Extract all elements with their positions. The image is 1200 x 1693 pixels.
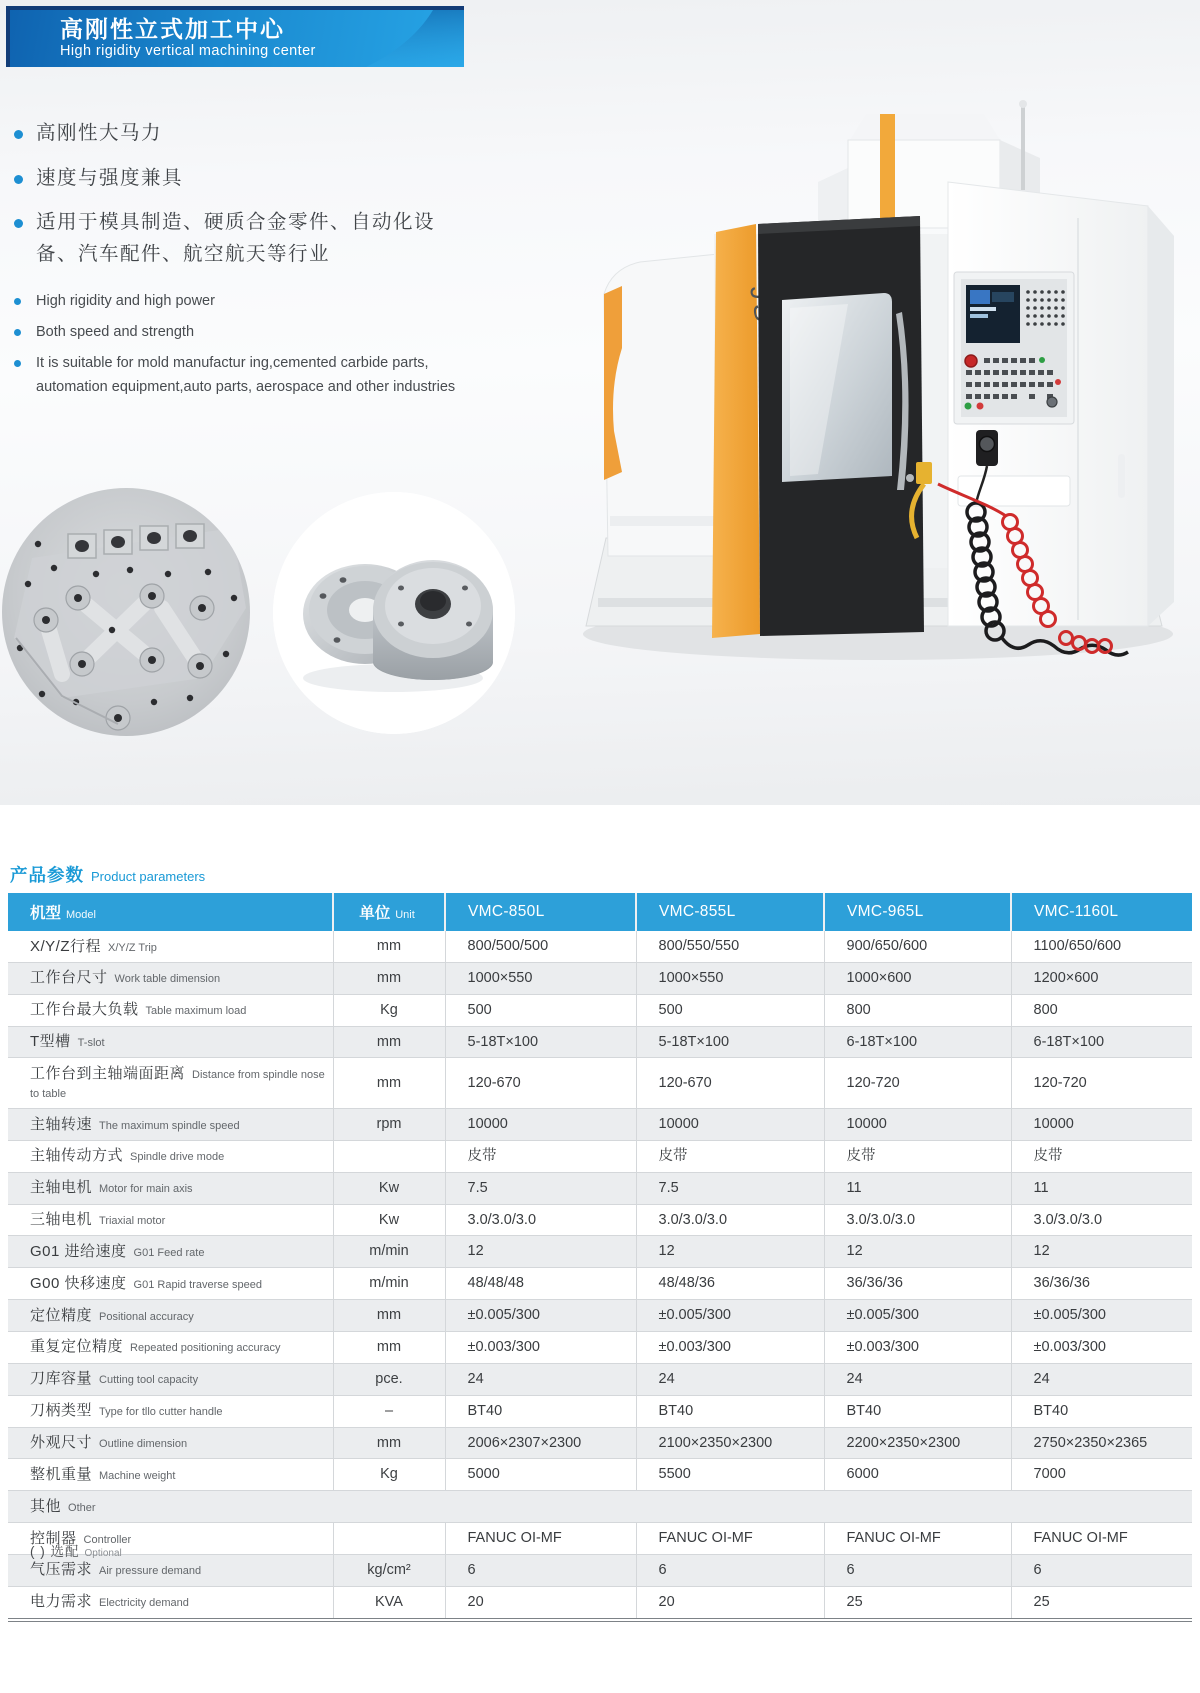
spec-label: G00 快移速度 G01 Rapid traverse speed [8,1268,333,1300]
spec-unit: mm [333,931,445,962]
spec-value: 6000 [824,1459,1011,1491]
spec-value: ±0.003/300 [636,1331,824,1363]
table-row [8,1236,1192,1268]
spec-value: 7.5 [445,1172,636,1204]
spec-value: 900/650/600 [824,931,1011,962]
spec-value: 1000×550 [445,962,636,994]
spec-value: 25 [1011,1586,1192,1617]
footnote [30,1540,122,1561]
spec-label: 刀库容量 Cutting tool capacity [8,1363,333,1395]
table-row [8,1204,1192,1236]
spec-value: 2100×2350×2300 [636,1427,824,1459]
spec-label: 外观尺寸 Outline dimension [8,1427,333,1459]
spec-table [8,893,1192,1618]
spec-value: 10000 [824,1109,1011,1141]
table-row [8,994,1192,1026]
table-row [8,1554,1192,1586]
spec-value: 6 [1011,1554,1192,1586]
spec-value: BT40 [445,1395,636,1427]
spec-value: 20 [445,1586,636,1617]
spec-label: 工作台尺寸 Work table dimension [8,962,333,994]
section-title-cn: 产品参数 [10,865,84,885]
spec-value: 24 [636,1363,824,1395]
spec-value: 1000×600 [824,962,1011,994]
spec-value: ±0.005/300 [824,1300,1011,1332]
table-row [8,1140,1192,1172]
spec-value: 皮带 [824,1140,1011,1172]
spec-value: ±0.003/300 [445,1331,636,1363]
spec-value: FANUC OI-MF [636,1523,824,1555]
banner-body [10,10,464,67]
bullet-icon [14,329,21,336]
spec-value: 20 [636,1586,824,1617]
spec-label: 其他 Other [8,1491,1192,1523]
spec-value: 6 [445,1554,636,1586]
spec-value: 2750×2350×2365 [1011,1427,1192,1459]
table-header-row [8,893,1192,931]
spec-value: 12 [824,1236,1011,1268]
spec-label: 工作台到主轴端面距离 Distance from spindle nose to table [8,1058,333,1109]
spec-value: 12 [445,1236,636,1268]
section-heading [10,862,205,887]
spec-value: 24 [824,1363,1011,1395]
spec-unit: mm [333,1427,445,1459]
spec-value: 3.0/3.0/3.0 [824,1204,1011,1236]
spec-value: 3.0/3.0/3.0 [445,1204,636,1236]
spec-value: 120-720 [1011,1058,1192,1109]
table-row [8,1268,1192,1300]
spec-unit: KVA [333,1586,445,1617]
feature-list-en [12,290,460,407]
sample-part-image-1 [2,488,250,736]
table-row [8,1026,1192,1058]
spec-label: 控制器 Controller [8,1523,333,1555]
spec-value: FANUC OI-MF [1011,1523,1192,1555]
spec-value: 10000 [445,1109,636,1141]
spec-value: 12 [1011,1236,1192,1268]
spec-unit: m/min [333,1236,445,1268]
spec-label: X/Y/Z行程 X/Y/Z Trip [8,931,333,962]
spec-value: 2006×2307×2300 [445,1427,636,1459]
spec-value: BT40 [824,1395,1011,1427]
spec-value: 1200×600 [1011,962,1192,994]
spec-value: 12 [636,1236,824,1268]
table-row [8,1586,1192,1617]
sample-part-image-2 [273,492,515,734]
spec-value: 25 [824,1586,1011,1617]
spec-value: 1100/650/600 [1011,931,1192,962]
spec-unit: Kw [333,1172,445,1204]
feature-item: 高刚性大马力 [12,118,460,150]
spec-value: 皮带 [1011,1140,1192,1172]
section-title-en: Product parameters [91,869,206,884]
spec-value: FANUC OI-MF [445,1523,636,1555]
spec-value: 36/36/36 [1011,1268,1192,1300]
spec-value: 6-18T×100 [824,1026,1011,1058]
page-subtitle: High rigidity vertical machining center [60,43,316,60]
table-row [8,931,1192,962]
bullet-icon [14,219,23,228]
spec-label: 定位精度 Positional accuracy [8,1300,333,1332]
spec-unit: Kw [333,1204,445,1236]
spec-value: 3.0/3.0/3.0 [1011,1204,1192,1236]
spec-value: 500 [636,994,824,1026]
header-model-column: 机型 Model [8,893,333,931]
table-row [8,1395,1192,1427]
spec-unit: mm [333,1058,445,1109]
spec-label: 刀柄类型 Type for tllo cutter handle [8,1395,333,1427]
header-model-vmc965l: VMC-965L [824,893,1011,931]
spec-value: 48/48/36 [636,1268,824,1300]
spec-value: ±0.003/300 [824,1331,1011,1363]
bullet-icon [14,130,23,139]
spec-label: 重复定位精度 Repeated positioning accuracy [8,1331,333,1363]
spec-value: 皮带 [445,1140,636,1172]
table-row [8,1331,1192,1363]
feature-item: It is suitable for mold manufactur ing,cemented carbide parts, automation equipment,auto parts, aerospace and other industries [12,352,460,400]
spec-value: 24 [1011,1363,1192,1395]
table-row [8,1427,1192,1459]
spec-label: 整机重量 Machine weight [8,1459,333,1491]
bullet-icon [14,298,21,305]
spec-value: 6 [824,1554,1011,1586]
spec-value: ±0.003/300 [1011,1331,1192,1363]
spec-unit: mm [333,1331,445,1363]
spec-value: 11 [1011,1172,1192,1204]
spec-value: 48/48/48 [445,1268,636,1300]
spec-value: 120-670 [636,1058,824,1109]
spec-value: 5-18T×100 [445,1026,636,1058]
spec-value: ±0.005/300 [445,1300,636,1332]
spec-unit: kg/cm² [333,1554,445,1586]
feature-item: 适用于模具制造、硬质合金零件、自动化设备、汽车配件、航空航天等行业 [12,207,460,270]
spec-unit: – [333,1395,445,1427]
header-model-vmc850l: VMC-850L [445,893,636,931]
spec-value: 皮带 [636,1140,824,1172]
spec-value: 120-720 [824,1058,1011,1109]
spec-unit: pce. [333,1363,445,1395]
spec-value: 800/500/500 [445,931,636,962]
spec-value: 800/550/550 [636,931,824,962]
spec-unit: mm [333,962,445,994]
spec-value: 10000 [636,1109,824,1141]
spec-value: 11 [824,1172,1011,1204]
spec-value: BT40 [1011,1395,1192,1427]
spec-unit [333,1523,445,1555]
spec-value: 7.5 [636,1172,824,1204]
spec-value: 5-18T×100 [636,1026,824,1058]
header-model-vmc855l: VMC-855L [636,893,824,931]
spec-value: 800 [824,994,1011,1026]
spec-value: 2200×2350×2300 [824,1427,1011,1459]
table-row [8,1363,1192,1395]
machine-image [518,86,1200,673]
spec-label: 工作台最大负载 Table maximum load [8,994,333,1026]
spec-value: 120-670 [445,1058,636,1109]
spec-unit [333,1140,445,1172]
table-row [8,1300,1192,1332]
spec-value: BT40 [636,1395,824,1427]
spec-label: 主轴传动方式 Spindle drive mode [8,1140,333,1172]
table-row [8,1523,1192,1555]
footnote-en: Optional [84,1548,122,1559]
spec-unit: m/min [333,1268,445,1300]
spec-label: G01 进给速度 G01 Feed rate [8,1236,333,1268]
banner [6,6,464,67]
spec-value: ±0.005/300 [1011,1300,1192,1332]
spec-value: 24 [445,1363,636,1395]
spec-unit: mm [333,1026,445,1058]
header-unit-column: 单位 Unit [333,893,445,931]
table-row [8,1459,1192,1491]
spec-value: 36/36/36 [824,1268,1011,1300]
bullet-icon [14,360,21,367]
spec-value: 5000 [445,1459,636,1491]
table-row [8,1109,1192,1141]
feature-item: High rigidity and high power [12,290,460,314]
spec-value: FANUC OI-MF [824,1523,1011,1555]
spec-label: 主轴电机 Motor for main axis [8,1172,333,1204]
spec-unit: mm [333,1300,445,1332]
spec-unit: Kg [333,994,445,1026]
spec-value: 800 [1011,994,1192,1026]
table-row [8,1058,1192,1109]
spec-value: ±0.005/300 [636,1300,824,1332]
feature-item: Both speed and strength [12,321,460,345]
feature-list-cn [12,118,460,283]
spec-value: 6-18T×100 [1011,1026,1192,1058]
table-row [8,1491,1192,1523]
spec-table-body [8,931,1192,1618]
bullet-icon [14,175,23,184]
feature-item: 速度与强度兼具 [12,163,460,195]
spec-value: 7000 [1011,1459,1192,1491]
spec-value: 6 [636,1554,824,1586]
spec-value: 1000×550 [636,962,824,994]
spec-value: 5500 [636,1459,824,1491]
header-model-vmc1160l: VMC-1160L [1011,893,1192,931]
spec-unit: Kg [333,1459,445,1491]
table-row [8,1172,1192,1204]
spec-label: 电力需求 Electricity demand [30,1593,189,1611]
spec-label: T型槽 T-slot [8,1026,333,1058]
footnote-cn: ( ) 选配 [30,1544,80,1559]
page-title: 高刚性立式加工中心 [60,16,285,42]
table-row [8,962,1192,994]
spec-value: 10000 [1011,1109,1192,1141]
spec-unit: rpm [333,1109,445,1141]
spec-label: 三轴电机 Triaxial motor [8,1204,333,1236]
spec-value: 500 [445,994,636,1026]
spec-value: 3.0/3.0/3.0 [636,1204,824,1236]
spec-label: 主轴转速 The maximum spindle speed [8,1109,333,1141]
spec-label: 气压需求 Air pressure demand [8,1554,333,1586]
spec-table-container [8,893,1192,1622]
